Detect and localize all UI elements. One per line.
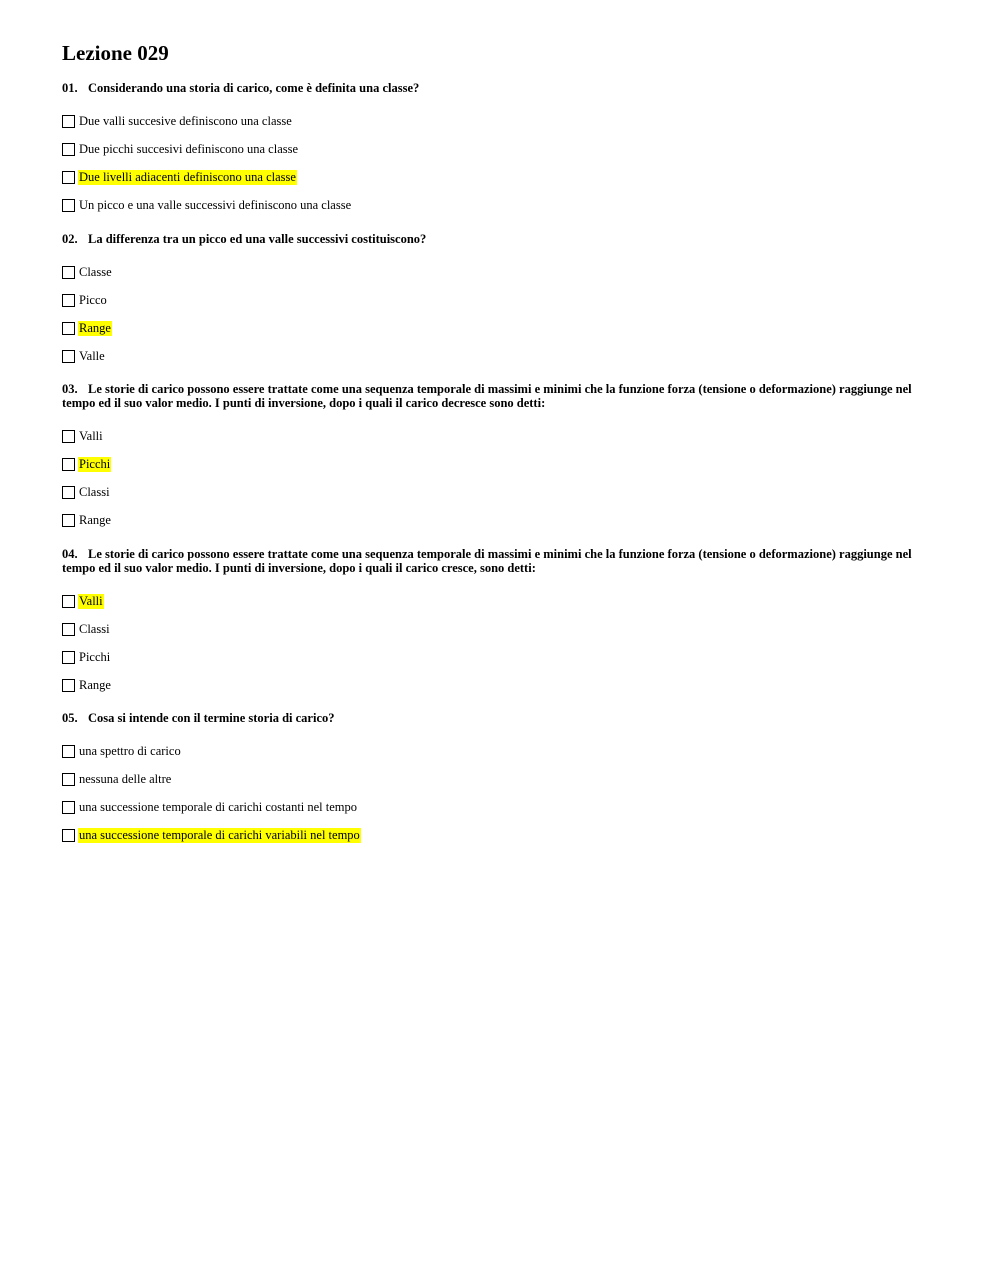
checkbox[interactable]: [62, 171, 75, 184]
answer-option[interactable]: [62, 766, 922, 794]
answer-option[interactable]: [62, 192, 922, 220]
answer-label: nessuna delle altre: [79, 772, 172, 786]
answer-label: una spettro di carico: [79, 744, 181, 758]
answer-option[interactable]: [62, 478, 922, 506]
answer-option-highlighted[interactable]: [62, 450, 922, 478]
answer-label: Due valli succesive definiscono una classe: [79, 114, 292, 128]
checkbox[interactable]: [62, 651, 75, 664]
answer-option[interactable]: [62, 643, 922, 671]
answer-label: Picco: [79, 293, 107, 307]
question-prompt: Cosa si intende con il termine storia di carico?: [88, 711, 335, 725]
checkbox[interactable]: [62, 623, 75, 636]
checkbox[interactable]: [62, 458, 75, 471]
answer-option-highlighted[interactable]: [62, 587, 922, 615]
answer-options: [62, 738, 922, 850]
answer-option-highlighted[interactable]: [62, 164, 922, 192]
answer-label-highlighted: Due livelli adiacenti definiscono una classe: [79, 170, 296, 184]
checkbox[interactable]: [62, 294, 75, 307]
answer-option[interactable]: [62, 108, 922, 136]
question-04: [62, 548, 922, 699]
answer-option[interactable]: [62, 738, 922, 766]
answer-label-highlighted: Valli: [79, 593, 103, 608]
checkbox[interactable]: [62, 143, 75, 156]
checkbox[interactable]: [62, 350, 75, 363]
question-text: [62, 712, 922, 726]
checkbox[interactable]: [62, 773, 75, 786]
question-prompt: Le storie di carico possono essere trattate come una sequenza temporale di massimi e minimi che la funzione forza (tensione o deformazione) raggiunge nel tempo ed il suo valor medio. I punti di inversione, dopo i quali il carico decresce sono detti:: [62, 382, 912, 410]
answer-label: Valli: [79, 428, 103, 443]
answer-option-highlighted[interactable]: [62, 315, 922, 343]
answer-label: Classi: [79, 621, 110, 636]
checkbox[interactable]: [62, 745, 75, 758]
answer-label: Valle: [79, 349, 105, 363]
answer-option[interactable]: [62, 343, 922, 371]
checkbox[interactable]: [62, 486, 75, 499]
answer-option[interactable]: [62, 259, 922, 287]
checkbox[interactable]: [62, 595, 75, 608]
checkbox[interactable]: [62, 266, 75, 279]
page-title: Lezione 029: [62, 41, 169, 65]
answer-option-highlighted[interactable]: [62, 822, 922, 850]
answer-label-highlighted: una successione temporale di carichi variabili nel tempo: [79, 828, 360, 842]
question-text: [62, 233, 922, 247]
answer-option[interactable]: [62, 615, 922, 643]
answer-option[interactable]: [62, 506, 922, 534]
question-prompt: Le storie di carico possono essere trattate come una sequenza temporale di massimi e minimi che la funzione forza (tensione o deformazione) raggiunge nel tempo ed il suo valor medio. I punti di inversione, dopo i quali il carico cresce, sono detti:: [62, 547, 912, 575]
checkbox[interactable]: [62, 801, 75, 814]
answer-option[interactable]: [62, 136, 922, 164]
answer-option[interactable]: [62, 794, 922, 822]
question-01: [62, 82, 922, 220]
answer-label: una successione temporale di carichi costanti nel tempo: [79, 800, 358, 814]
checkbox[interactable]: [62, 430, 75, 443]
answer-label: Due picchi succesivi definiscono una classe: [79, 142, 299, 156]
answer-label: Picchi: [79, 649, 111, 664]
question-number: 01.: [62, 81, 78, 95]
checkbox[interactable]: [62, 829, 75, 842]
answer-label: Classe: [79, 265, 112, 279]
question-text: [62, 82, 922, 96]
answer-options: [62, 422, 922, 534]
answer-label-highlighted: Range: [79, 321, 111, 335]
answer-option[interactable]: [62, 671, 922, 699]
question-text: [62, 548, 922, 575]
question-number: 05.: [62, 711, 78, 725]
answer-label-highlighted: Picchi: [79, 456, 111, 471]
question-text: [62, 383, 922, 410]
answer-option[interactable]: [62, 422, 922, 450]
answer-option[interactable]: [62, 287, 922, 315]
answer-label: Range: [79, 677, 111, 692]
question-prompt: Considerando una storia di carico, come è definita una classe?: [88, 81, 420, 95]
checkbox[interactable]: [62, 115, 75, 128]
checkbox[interactable]: [62, 514, 75, 527]
question-05: [62, 712, 922, 850]
question-prompt: La differenza tra un picco ed una valle successivi costituiscono?: [88, 232, 427, 246]
checkbox[interactable]: [62, 199, 75, 212]
question-number: 04.: [62, 547, 78, 561]
answer-options: [62, 108, 922, 220]
question-02: [62, 233, 922, 371]
answer-options: [62, 259, 922, 371]
answer-options: [62, 587, 922, 699]
checkbox[interactable]: [62, 679, 75, 692]
question-03: [62, 383, 922, 534]
checkbox[interactable]: [62, 322, 75, 335]
question-number: 03.: [62, 382, 78, 396]
answer-label: Un picco e una valle successivi definiscono una classe: [79, 198, 352, 212]
answer-label: Range: [79, 512, 111, 527]
question-number: 02.: [62, 232, 78, 246]
answer-label: Classi: [79, 484, 110, 499]
